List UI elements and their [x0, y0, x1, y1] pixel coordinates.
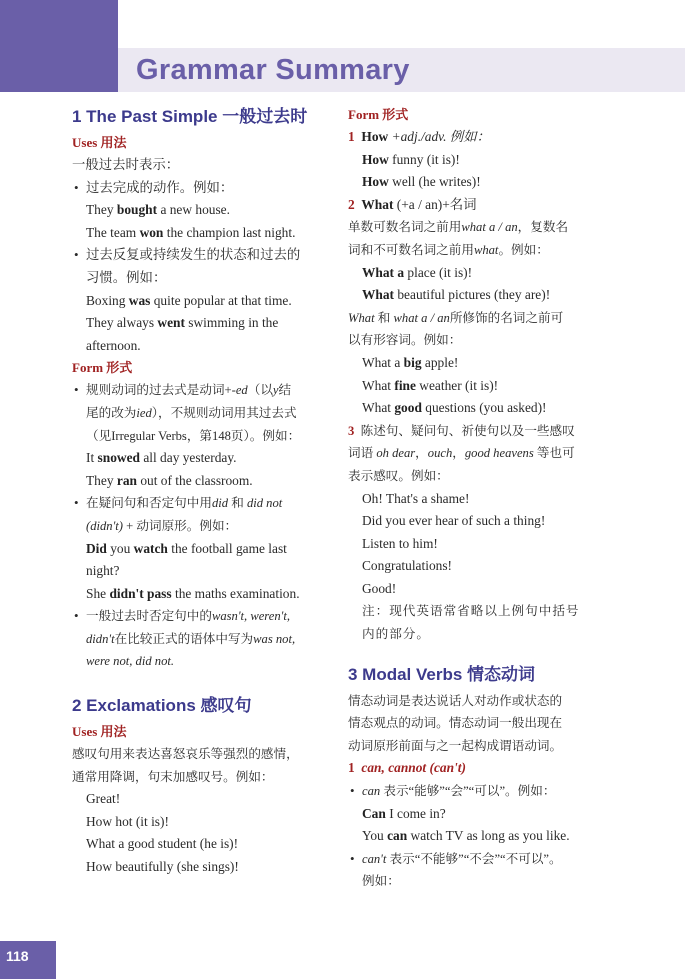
example-line: How well (he writes)! — [362, 174, 481, 190]
bullet-item: • 过去反复或持续发生的状态和过去的 — [72, 244, 334, 267]
bullet-item: • 一般过去时否定句中的wasn't, weren't, — [72, 605, 334, 628]
text-line: didn't在比较正式的语体中写为was not, — [86, 631, 296, 646]
form-label: Form 形式 — [72, 360, 133, 376]
example-line: night? — [86, 563, 120, 579]
text-line: 一般过去时表示： — [72, 157, 180, 172]
example-line: How hot (it is)! — [86, 813, 169, 829]
example-line: Can I come in? — [362, 805, 446, 821]
text-line: 习惯。例如： — [86, 269, 167, 285]
example-line: How beautifully (she sings)! — [86, 859, 239, 875]
example-line: Good! — [362, 580, 397, 596]
text-line: 通常用降调，句末加感叹号。例如： — [72, 769, 274, 784]
text-line: 词语 oh dear，ouch，good heavens 等也可 — [348, 446, 575, 461]
numbered-item: 2 What (+a / an)+名词 — [348, 196, 477, 212]
text-line: 动词原形前面与之一起构成谓语动词。 — [348, 738, 563, 753]
numbered-item: 1 can, cannot (can't) — [348, 760, 466, 776]
text-line: What 和 what a / an所修饰的名词之前可 — [348, 310, 564, 325]
bullet-item: • 规则动词的过去式是动词+-ed（以y结 — [72, 379, 334, 402]
example-line: The team won the champion last night. — [86, 224, 296, 240]
numbered-item: 3 陈述句、疑问句、祈使句以及一些感叹 — [348, 423, 575, 438]
example-line: Boxing was quite popular at that time. — [86, 292, 292, 308]
example-line: What fine weather (it is)! — [362, 377, 499, 393]
section-title-exclamations: 2 Exclamations 感叹句 — [72, 696, 252, 716]
left-column — [72, 104, 334, 879]
page-title: Grammar Summary — [136, 54, 410, 86]
bullet-item: • can't 表示“不能够”“不会”“不可以”。 — [348, 848, 614, 871]
example-line: afternoon. — [86, 337, 141, 353]
example-line: Great! — [86, 791, 121, 807]
example-line: She didn't pass the maths examination. — [86, 585, 300, 601]
example-line: It snowed all day yesterday. — [86, 450, 237, 466]
form-label: Form 形式 — [348, 107, 409, 122]
example-line: What good questions (you asked)! — [362, 400, 547, 416]
text-line: 词和不可数名词之前用what。例如： — [348, 242, 549, 257]
text-line: （见Irregular Verbs，第148页）。例如： — [86, 428, 301, 443]
text-line: 表示感叹。例如： — [348, 468, 449, 483]
note-line: 注：现代英语常省略以上例句中括号 — [362, 604, 580, 619]
example-line: They ran out of the classroom. — [86, 472, 253, 488]
example-line: Did you ever hear of such a thing! — [362, 513, 546, 529]
example-line: What a place (it is)! — [362, 264, 473, 280]
corner-block — [0, 0, 118, 92]
text-line: 单数可数名词之前用what a / an，复数名 — [348, 220, 569, 235]
example-line: They always went swimming in the — [86, 315, 279, 331]
example-line: What a good student (he is)! — [86, 836, 239, 852]
example-line: Congratulations! — [362, 558, 453, 574]
right-column — [348, 104, 614, 893]
example-line: How funny (it is)! — [362, 151, 460, 167]
section-title-past-simple: 1 The Past Simple 一般过去时 — [72, 107, 308, 126]
example-line: You can watch TV as long as you like. — [362, 828, 570, 844]
text-line: 感叹句用来表达喜怒哀乐等强烈的感情， — [72, 747, 299, 762]
bullet-item: • 在疑问句和否定句中用did 和 did not — [72, 492, 334, 515]
example-line: Did you watch the football game last — [86, 540, 287, 556]
example-line: Oh! That's a shame! — [362, 490, 470, 506]
text-line: 例如： — [362, 874, 400, 889]
bullet-item: • can 表示“能够”“会”“可以”。例如： — [348, 780, 614, 803]
bullet-item: • 过去完成的动作。例如： — [72, 177, 334, 200]
page-number: 118 — [0, 941, 56, 979]
text-line: 情态动词是表达说话人对动作或状态的 — [348, 693, 563, 708]
example-line: What beautiful pictures (they are)! — [362, 287, 551, 303]
text-line: 以有形容词。例如： — [348, 333, 462, 348]
text-line: (didn't) + 动词原形。例如： — [86, 518, 238, 533]
numbered-item: 1 How +adj./adv. 例如： — [348, 129, 490, 144]
uses-label: Uses 用法 — [72, 724, 127, 740]
note-line: 内的部分。 — [362, 627, 430, 642]
section-title-modal-verbs: 3 Modal Verbs 情态动词 — [348, 664, 536, 684]
text-line: were not, did not. — [86, 654, 175, 669]
example-line: Listen to him! — [362, 535, 438, 551]
text-line: 情态观点的动词。情态动词一般出现在 — [348, 716, 563, 731]
uses-label: Uses 用法 — [72, 135, 127, 150]
example-line: They bought a new house. — [86, 202, 230, 218]
text-line: 尾的改为ied），不规则动词用其过去式 — [86, 405, 297, 420]
example-line: What a big apple! — [362, 354, 459, 370]
